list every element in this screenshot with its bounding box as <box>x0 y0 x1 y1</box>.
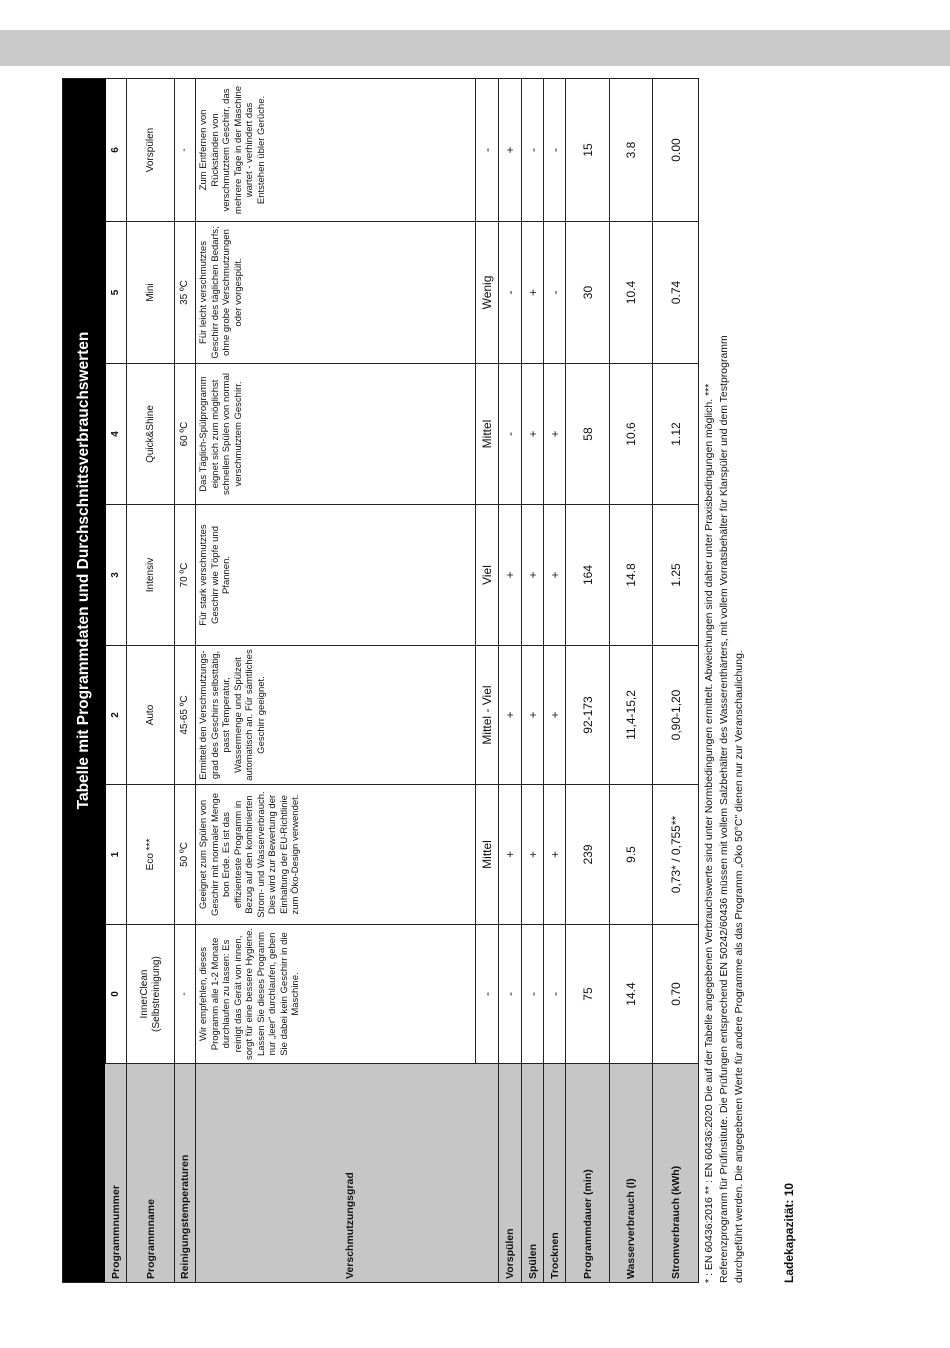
cell-temp-0: - <box>175 924 196 1063</box>
cell-dry-1: + <box>544 784 566 924</box>
row-programmnummer <box>105 78 127 1283</box>
row-header: Vorspülen <box>499 1063 522 1283</box>
cell-wash-5: + <box>522 221 544 363</box>
row-header: Programmdauer (min) <box>566 1063 610 1283</box>
row-wasserverbrauch <box>610 78 653 1283</box>
cell-soil-4: Mittel <box>476 363 499 504</box>
cell-dur-4: 58 <box>566 363 610 504</box>
cell-dry-5: - <box>544 221 566 363</box>
cell-water-5: 10.4 <box>610 221 653 363</box>
row-vorspuelen <box>499 78 522 1283</box>
cell-temp-1: 50 ºC <box>175 784 196 924</box>
row-header: Programmname <box>127 1063 175 1283</box>
row-header: Programmnummer <box>105 1063 127 1283</box>
footnote-line: * : EN 60436:2016 ** : EN 60436:2020 Die auf der Tabelle angegebenen Verbrauchswerte sind unter Normbedingungen ermittelt. Abweichungen sind daher unter Praxisbedingungen möglich. *** <box>703 383 715 1283</box>
cell-desc-1: Geeignet zum Spülen von Geschirr mit normaler Menge bon Erde. Es ist das effizienteste Programm in Bezug auf den kombinierten Strom- und Wasserverbrauch. Dies wird zur Bewertung der Einhaltung der EU-Richtlinie zum Öko-Design verwendet. <box>196 784 476 924</box>
cell-temp-5: 35 ºC <box>175 221 196 363</box>
cell-power-5: 0.74 <box>653 221 699 363</box>
cell-water-1: 9.5 <box>610 784 653 924</box>
cell-name-3: Intensiv <box>127 504 175 645</box>
cell-water-4: 10.6 <box>610 363 653 504</box>
cell-water-3: 14.8 <box>610 504 653 645</box>
footnote-line: durchgeführt werden. Die angegebenen Werte für andere Programme als das Programm „Öko 50°C" dienen nur zur Veranschaulichung. <box>733 650 745 1283</box>
cell-name-4: Quick&Shine <box>127 363 175 504</box>
description-row <box>196 78 476 1063</box>
header-bar <box>0 30 950 66</box>
row-header: Spülen <box>522 1063 544 1283</box>
cell-power-0: 0.70 <box>653 924 699 1063</box>
row-header: Stromverbrauch (kWh) <box>653 1063 699 1283</box>
cell-prog-6: 6 <box>105 78 127 221</box>
cell-dry-3: + <box>544 504 566 645</box>
cell-prog-2: 2 <box>105 645 127 784</box>
cell-power-3: 1.25 <box>653 504 699 645</box>
cell-desc-4: Das Täglich-Spülprogramm eignet sich zum möglichst schnellen Spülen von normal verschmutztem Geschirr. <box>196 363 476 504</box>
cell-desc-2: Ermittelt den Verschmutzungs-grad des Geschirrs selbsttätig, passt Temperatur, Wassermenge und Spülzeit automatisch an. Für sämtliches Geschirr geeignet. <box>196 645 476 784</box>
cell-desc-0: Wir empfehlen, dieses Programm alle 1-2 Monate durchlaufen zu lassen: Es reinigt das Gerät von innen, sorgt für eine bessere Hygiene. Lassen Sie dieses Programm nur „leer" durchlaufen, geben Sie dabei kein Geschirr in die Maschine. <box>196 924 476 1063</box>
rotated-page-content <box>62 83 862 1283</box>
cell-prog-4: 4 <box>105 363 127 504</box>
cell-dur-6: 15 <box>566 78 610 221</box>
row-header: Reinigungstemperaturen <box>175 1063 196 1283</box>
row-header: Wasserverbrauch (l) <box>610 1063 653 1283</box>
row-header: Trocknen <box>544 1063 566 1283</box>
cell-name-2: Auto <box>127 645 175 784</box>
cell-power-2: 0,90-1,20 <box>653 645 699 784</box>
cell-wash-3: + <box>522 504 544 645</box>
row-programmdauer <box>566 78 610 1283</box>
row-programmname <box>127 78 175 1283</box>
row-trocknen <box>544 78 566 1283</box>
cell-soil-1: Mittel <box>476 784 499 924</box>
cell-dur-5: 30 <box>566 221 610 363</box>
cell-dur-3: 164 <box>566 504 610 645</box>
cell-desc-6: Zum Entfernen von Rückständen von verschmutztem Geschirr, das mehrere Tage in der Maschine wartet - verhindert das Entstehen übler Gerüche. <box>196 78 476 221</box>
footnote-line: Referenzprogramm für Prüfinstitute. Die Prüfungen entsprechend EN 50242/60436 müssen mit vollem Salzbehälter des Wasserenthärters, mit vollem Vorratsbehälter für Klarspüler und dem Testprogramm <box>718 335 730 1283</box>
row-header: Verschmutzungsgrad <box>196 1063 499 1283</box>
cell-name-0: InnerClean (Selbstreinigung) <box>127 924 175 1063</box>
load-capacity: Ladekapazität: 10 <box>782 1182 796 1283</box>
cell-prog-0: 0 <box>105 924 127 1063</box>
cell-dur-0: 75 <box>566 924 610 1063</box>
cell-soil-2: Mittel - Viel <box>476 645 499 784</box>
cell-prog-1: 1 <box>105 784 127 924</box>
table-title: Tabelle mit Programmdaten und Durchschnittsverbrauchswerten <box>74 331 92 810</box>
cell-desc-5: Für leicht verschmutztes Geschirr des täglichen Bedarfs; ohne grobe Verschmutzungen oder vorgespült. <box>196 221 476 363</box>
cell-power-4: 1.12 <box>653 363 699 504</box>
row-temperaturen <box>175 78 196 1283</box>
cell-dur-1: 239 <box>566 784 610 924</box>
cell-pre-2: + <box>499 645 522 784</box>
row-verschmutzungsgrad <box>196 78 499 1283</box>
cell-dry-0: - <box>544 924 566 1063</box>
cell-dry-2: + <box>544 645 566 784</box>
cell-soil-3: Viel <box>476 504 499 645</box>
cell-wash-0: - <box>522 924 544 1063</box>
cell-soil-0: - <box>476 924 499 1063</box>
row-stromverbrauch <box>653 78 699 1283</box>
footnotes <box>702 78 747 1283</box>
cell-soil-6: - <box>476 78 499 221</box>
program-data-table <box>62 78 699 1283</box>
cell-temp-4: 60 ºC <box>175 363 196 504</box>
cell-pre-3: + <box>499 504 522 645</box>
cell-pre-5: - <box>499 221 522 363</box>
cell-water-2: 11,4-15,2 <box>610 645 653 784</box>
cell-dur-2: 92-173 <box>566 645 610 784</box>
cell-wash-4: + <box>522 363 544 504</box>
cell-name-5: Mini <box>127 221 175 363</box>
verschmutzung-content <box>196 78 499 1063</box>
cell-pre-4: - <box>499 363 522 504</box>
cell-wash-1: + <box>522 784 544 924</box>
cell-prog-5: 5 <box>105 221 127 363</box>
cell-dry-6: - <box>544 78 566 221</box>
cell-soil-5: Wenig <box>476 221 499 363</box>
table-title-row <box>62 78 106 1283</box>
cell-name-1: Eco *** <box>127 784 175 924</box>
cell-temp-2: 45-65 ºC <box>175 645 196 784</box>
cell-temp-3: 70 ºC <box>175 504 196 645</box>
row-spuelen <box>522 78 544 1283</box>
cell-desc-3: Für stark verschmutztes Geschirr wie Töpfe und Pfannen. <box>196 504 476 645</box>
cell-prog-3: 3 <box>105 504 127 645</box>
cell-pre-0: - <box>499 924 522 1063</box>
cell-water-0: 14.4 <box>610 924 653 1063</box>
soil-level-row <box>476 78 499 1063</box>
cell-water-6: 3.8 <box>610 78 653 221</box>
cell-wash-2: + <box>522 645 544 784</box>
cell-pre-6: + <box>499 78 522 221</box>
cell-pre-1: + <box>499 784 522 924</box>
cell-dry-4: + <box>544 363 566 504</box>
cell-wash-6: - <box>522 78 544 221</box>
cell-name-6: Vorspülen <box>127 78 175 221</box>
cell-temp-6: - <box>175 78 196 221</box>
cell-power-6: 0.00 <box>653 78 699 221</box>
cell-power-1: 0,73* / 0,755** <box>653 784 699 924</box>
